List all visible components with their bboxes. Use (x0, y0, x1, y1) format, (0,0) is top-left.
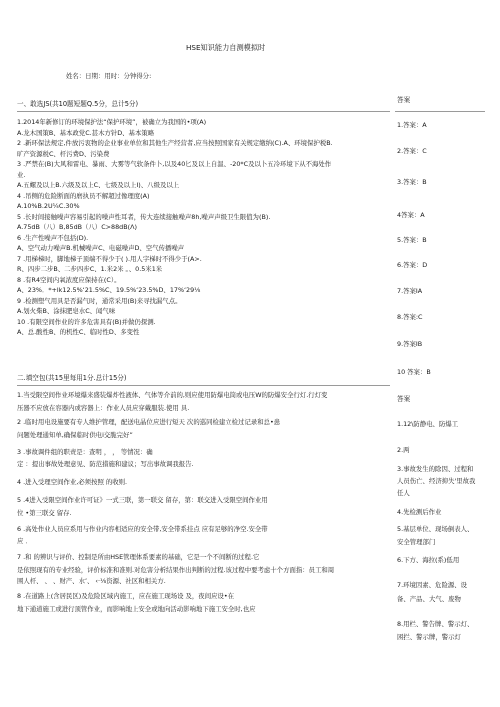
fill-answer-line: 备、产品、大气、废物 (397, 595, 461, 603)
divider-section2 (17, 385, 390, 386)
question-line: 6 .生产性噪声不包括(D). (17, 233, 89, 242)
answer-item: 6.答案：D (397, 261, 428, 269)
question-line: 业. (17, 170, 26, 179)
answer-item: 2.答案：C (397, 147, 427, 155)
fill-answer-line: 任人 (397, 489, 410, 497)
divider-answers (395, 111, 485, 112)
question-line: 10 .有限空间作业的许多危害具有(B)并做仍探测. (17, 317, 156, 326)
fill-line: 地下通道施工或进行顶管作业，而影响地上安全或地向活动影响地下施工安全时,也应 (17, 604, 256, 613)
fill-line: 7 .和 的辨识与评价、控制是所由HSE管理体系要素的基础，它是一个不间断的过程.它 (17, 553, 260, 561)
answer-item: 9.答案IB (397, 340, 423, 348)
fill-line: 8 .在道路上(含居民区)及危险区域内施工，应在施工现场设 及，夜间应设•在 (17, 592, 235, 600)
question-line: A.龙木国策B、基本政党C.甚木方针D、基本策略 (17, 128, 155, 137)
fill-answer-line: 5.基层单位、现场倒表人、 (397, 525, 474, 533)
section1-heading: 一、敢选JS(共10题短题Q.5分，总计5分) (17, 100, 139, 108)
question-line: A.五螺及以上B.六级及以上C、七级及以上I)、八级及以上 (17, 181, 180, 189)
fill-answer-line: 4.先检测后作业 (397, 508, 442, 516)
fill-line: 是依照现有的专业经验，评价标准和准则.对危害分析结果作出判断的过程.该过程中要考虑十个方面指：员工和周 (17, 565, 335, 574)
fill-line: 围人杆、 、 、财产、水’、 ‹·⅛资源、社区和相关方. (17, 577, 166, 585)
fill-line: 问题处理通知单,确保临时供电i交脆完好” (17, 430, 133, 439)
question-line: 9 .检测塑气用具是否漏气时，通常采用(B)来寻找漏气点。 (17, 296, 182, 305)
divider-main (17, 111, 390, 112)
answer-item: 1.答案：A (397, 121, 427, 129)
fill-line: 压器不应放在容器内或容器上：作业人员应穿戴服装.使用 具. (17, 403, 190, 412)
fill-answer-line: 3.事故发生的除因、过程和 (397, 465, 474, 473)
section1-body (17, 118, 390, 339)
fill-line: 6 .高处作业人员应系用与作业内容相适应的安全带,安全带系挂点 应有足够的净空.安全带 (17, 524, 268, 533)
exam-info-line: 姓名：日期：用时：分钟得分: (66, 72, 152, 80)
fill-answer-line: 安全管理部门 (397, 538, 436, 546)
question-line: A、总.酸性B、的机性C、临时性D、多变性 (17, 328, 140, 336)
question-line: A.75dB（八）B,85dB（八）C>88dB(Λ) (17, 223, 137, 231)
document-title: HSE知识能力自测模拟时 (186, 43, 266, 52)
fill-line: 5 .4进入受限空间作业许可证》一式三联，第一联交 留存，第：联交进入受限空间作业用 (17, 496, 268, 504)
question-line: 2 .新环保法规定,件放污衷物的企业事业单位和其他生产经营者,应当按照国家有关规定缴纳(C).A、环境保护税B. (17, 139, 333, 147)
answer-item: 4答案：A (397, 211, 425, 219)
question-line: A、空气动力噪声B.机械噪声C、电磁噪声D、空气传播噪声 (17, 244, 185, 252)
question-line: A.划火柴B、涂抹肥皂水C、闻气味 (17, 307, 116, 315)
answer-item: 7.答案IA (397, 287, 423, 295)
fill-answer-line: 1.12\防静电、防爆工 (397, 420, 459, 428)
question-line: 4 .吊侧的危险断面的磨执员不解超过像理度(A) (17, 191, 150, 200)
question-line: A.10%B.2U¼C.30% (17, 202, 80, 210)
fill-line: 1.当受限空间作业环境爆来盛装爆炸性液体、气体等介前的,则应使用防爆电筒或电压W的防爆安全行灯.行灯变 (17, 391, 328, 399)
answer-item: 8.答案:C (397, 313, 423, 321)
question-line: R、四步二步B、二步四步C、1.米2米 。、0.5米1米 (17, 265, 163, 273)
question-line: 3 .严禁在(B)大风和雷电、暴雨、大雾等气软条件卜,以及40匕及以上自温、-20*C及以卜五冷环境下从不海处作 (17, 160, 332, 168)
question-line: 8 .有R4空间内氧浓度应保持在(C）。 (17, 275, 121, 284)
fill-answer-line: 8.用栏、警告牌、警示灯、 (397, 620, 474, 628)
question-line: 1.2014年新修订的环境保护法“保护环境”，被确立为我国的•项(A) (17, 118, 207, 126)
fill-line: 2 .临时用电设施要有专人维护管理，配送电晶位应进行短天 次的巡同检建立检过记录和总•患 (17, 418, 281, 426)
answer-item: 10 答案：B (397, 368, 431, 376)
question-line: A、23%．*+lk12.5%‘21.5%C、19.5%‘23.5%D、17%‘29⅛ (17, 286, 201, 294)
fill-line: 位 •第三联交 留存. (17, 508, 72, 517)
answers-heading: 答案 (397, 96, 411, 104)
fill-answer-line: 困拦、警示牌，警示灯 (397, 633, 461, 641)
fill-answer-line: 7.环境因素、危险源、设 (397, 581, 468, 589)
section2-body (17, 391, 390, 615)
fill-line: 应 ． (17, 537, 32, 545)
answer-item: 5.答案：B (397, 236, 427, 244)
fill-answer-line: 2.两 (397, 446, 410, 454)
fill-answer-line: 6.下方、海拉(系)低用 (397, 556, 460, 564)
answers-heading-2: 答案 (397, 395, 411, 403)
section2-heading: 二.填空包(共15里每用1分.总计15分) (17, 374, 127, 382)
question-line: 7 .用梯梯时，脚地梯子顶端不得少于( ).用人字梯时不得少于(A>. (17, 254, 202, 263)
fill-line: 4 .进入受理空间作业,必须按照 的收则. (17, 478, 128, 486)
answer-item: 3.答案：B (397, 178, 427, 186)
question-line: 旷产资源税C、杆污费D、污染费 (17, 149, 110, 158)
question-line: 5 .长时间接触噪声容易引起的噪声性耳者，传大连续接触噪声8h,噪声声级卫生限值为(B). (17, 212, 271, 221)
fill-line: 定 ：提出事故处理意见、防范措施和建议；写出事故调我报告. (17, 460, 194, 468)
fill-line: 3 .事故调件组的职责是：查明 ， ， 等情况：确 (17, 447, 153, 456)
fill-answer-line: 人员伤亡、经济抑失'里故我 (397, 477, 476, 485)
